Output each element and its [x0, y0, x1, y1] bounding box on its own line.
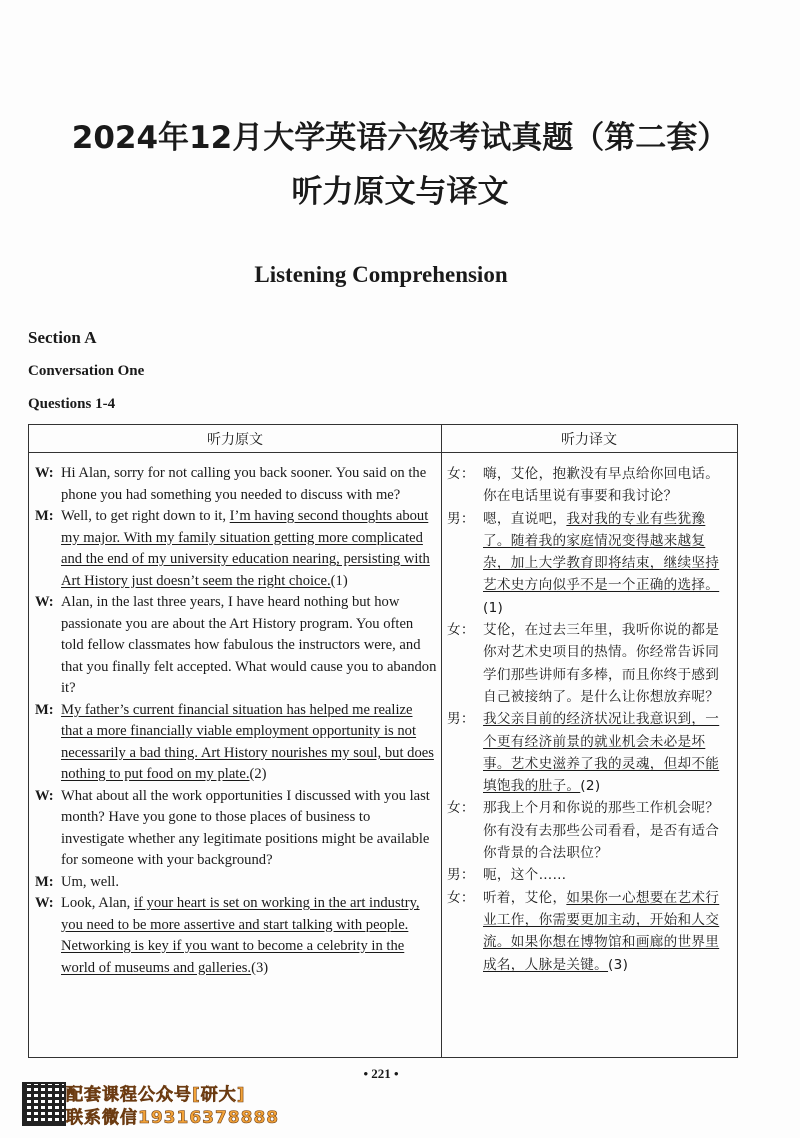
- transcript-table: [28, 424, 738, 1058]
- dialogue-turn: [35, 786, 437, 872]
- title-line-1: 2024年12月大学英语六级考试真题（第二套）: [71, 120, 729, 156]
- dialogue-text: (2): [249, 766, 267, 782]
- promo-line-1: 配套课程公众号[研大]: [66, 1085, 246, 1105]
- dialogue-text: Um, well.: [61, 873, 119, 890]
- title-line-2: 听力原文与译文: [291, 174, 509, 210]
- speaker-label: 男：: [447, 510, 475, 527]
- chinese-translation: [447, 463, 731, 976]
- answer-key-text: 如果你一心想要在艺术行业工作，你需要更加主动，开始和人交流。如果你想在博物馆和画廊的世界里成名，人脉是关键。: [483, 889, 720, 973]
- qr-code-icon: [22, 1082, 66, 1126]
- dialogue-text: Look, Alan,: [61, 895, 134, 911]
- dialogue-text: (3): [251, 959, 269, 976]
- dialogue-text: What about all the work opportunities I discussed with you last month? Have you gone to those places of business to investigate whether any legitimate positions might be available for someone with your background?: [61, 787, 430, 868]
- questions-label: Questions 1-4: [28, 396, 116, 412]
- dialogue-turn: [447, 887, 731, 976]
- answer-key-text: 我对我的专业有些犹豫了。随着我的家庭情况变得越来越复杂，加上大学教育即将结束，继续坚持艺术史方向似乎不是一个正确的选择。: [483, 510, 720, 594]
- section-label: Section A: [28, 328, 97, 347]
- answer-key-text: My father’s current financial situation has helped me realize that a more financially viable employment opportunity is not necessarily a bad thing. Art History nourishes my soul, but does nothing to put food on my plate.: [61, 701, 434, 782]
- header-divider: [29, 452, 737, 453]
- dialogue-text: 嗨，艾伦，抱歉没有早点给你回电话。你在电话里说有事要和我讨论？: [483, 466, 720, 505]
- dialogue-text: Well, to get right down to it,: [61, 508, 230, 524]
- answer-key-text: 我父亲目前的经济状况让我意识到，一个更有经济前景的就业机会未必是坏事。艺术史滋养了我的灵魂，但却不能填饱我的肚子。: [483, 711, 720, 795]
- speaker-label: W:: [35, 594, 54, 610]
- speaker-label: 男：: [447, 867, 475, 884]
- speaker-label: W:: [35, 787, 54, 804]
- promo-line-2: 联系微信19316378888: [66, 1108, 280, 1128]
- speaker-label: 女：: [447, 800, 475, 817]
- dialogue-turn: [35, 872, 437, 894]
- dialogue-turn: [35, 506, 437, 592]
- conversation-label: Conversation One: [28, 363, 145, 379]
- page-number: • 221 •: [363, 1066, 399, 1081]
- column-divider: [441, 425, 442, 1057]
- dialogue-text: (1): [330, 572, 348, 589]
- dialogue-turn: [447, 708, 731, 797]
- answer-key-text: if your heart is set on working in the art industry, you need to be more assertive and start talking with people. Networking is key if you want to become a celebrity in the world of museums and galleries.: [61, 895, 420, 976]
- header-original: 听力原文: [207, 432, 263, 448]
- dialogue-turn: [447, 797, 731, 864]
- header-translation: 听力译文: [561, 432, 617, 448]
- dialogue-turn: [35, 893, 437, 979]
- speaker-label: M:: [35, 701, 54, 718]
- dialogue-text: 那我上个月和你说的那些工作机会呢？你有没有去那些公司看看，是否有适合你背景的合法职位？: [483, 800, 720, 862]
- speaker-label: 女：: [447, 622, 475, 639]
- dialogue-text: Alan, in the last three years, I have heard nothing but how passionate you are about the Art History program. You often told fellow classmates how fabulous the instructors were, and that you finally felt accepted. What would cause you to abandon it?: [61, 594, 437, 696]
- speaker-label: 女：: [447, 466, 475, 482]
- dialogue-turn: [447, 619, 731, 708]
- speaker-label: W:: [35, 895, 54, 911]
- dialogue-text: (2): [580, 778, 601, 795]
- section-heading: Listening Comprehension: [254, 262, 508, 287]
- dialogue-text: Hi Alan, sorry for not calling you back sooner. You said on the phone you had something you needed to discuss with me?: [61, 465, 427, 503]
- dialogue-text: 嗯，直说吧，: [483, 510, 567, 527]
- dialogue-turn: [447, 864, 731, 886]
- dialogue-text: 听着，艾伦，: [483, 889, 567, 906]
- dialogue-text: 艾伦，在过去三年里，我听你说的都是你对艺术史项目的热情。你经常告诉同学们那些讲师有多棒，而且你终于感到自己被接纳了。是什么让你想放弃呢？: [483, 622, 720, 705]
- dialogue-turn: [447, 463, 731, 508]
- dialogue-turn: [447, 508, 731, 619]
- dialogue-turn: [35, 463, 437, 506]
- answer-key-text: I’m having second thoughts about my major. With my family situation getting more complicated and the end of my university education nearing, persisting with Art History just doesn’t seem the right choice.: [61, 508, 430, 589]
- speaker-label: 男：: [447, 711, 475, 728]
- dialogue-text: 呃，这个……: [483, 867, 567, 884]
- dialogue-turn: [35, 700, 437, 786]
- dialogue-turn: [35, 592, 437, 700]
- speaker-label: 女：: [447, 889, 475, 906]
- speaker-label: M:: [35, 508, 54, 524]
- speaker-label: M:: [35, 873, 54, 890]
- dialogue-text: (1): [483, 599, 504, 616]
- dialogue-text: (3): [608, 956, 629, 973]
- speaker-label: W:: [35, 465, 54, 481]
- english-transcript: [35, 463, 437, 979]
